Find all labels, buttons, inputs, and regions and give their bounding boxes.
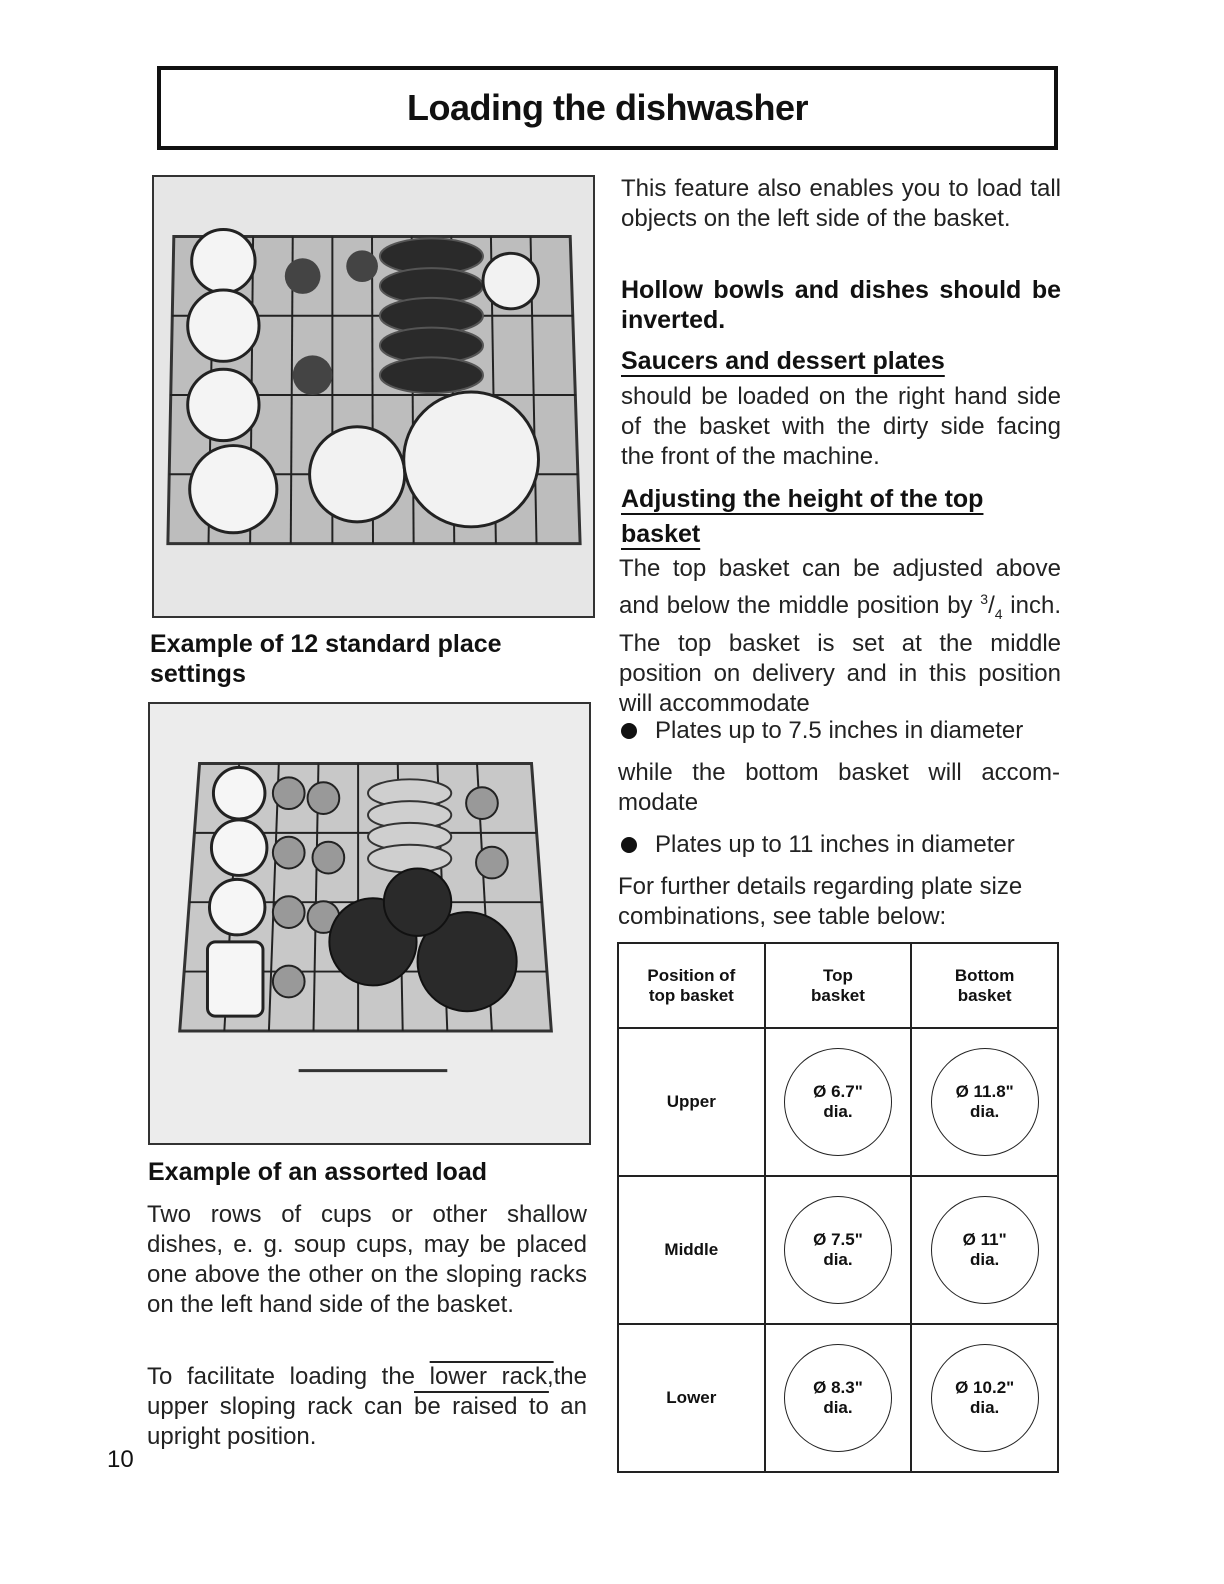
heading-saucers: Saucers and dessert plates — [621, 347, 945, 375]
header-top-line-2: basket — [811, 985, 865, 1005]
plate-circle-icon — [931, 1196, 1039, 1304]
plate-circle-icon — [784, 1344, 892, 1452]
header-position-line-2: top basket — [648, 985, 734, 1005]
saucers-paragraph: should be loaded on the right hand side of the basket with the dirty side facing the front of the machine. — [621, 383, 1061, 470]
header-top-basket — [765, 943, 912, 1028]
heading-adjusting-line-2: basket — [621, 520, 701, 548]
plate-circle-icon — [784, 1196, 892, 1304]
bold-note: Hollow bowls and dishes should be inverted. — [621, 276, 1061, 334]
caption-assorted-load: Example of an assorted load — [148, 1158, 487, 1186]
row-position-label: Middle — [618, 1176, 765, 1324]
plate-unit: dia. — [823, 1102, 853, 1121]
adjusting-paragraph: The top basket can be adjusted above and below the middle position by $^3/_4$ inch. The top basket is set at the middle position on delivery and in this position will accommodate — [619, 555, 1061, 717]
bullet-dot-icon — [621, 837, 637, 853]
heading-adjusting-line-1: Adjusting the height of the top — [621, 485, 984, 513]
plate-unit: dia. — [970, 1398, 1000, 1417]
header-position-line-1: Position of — [647, 965, 736, 985]
lower-rack-text: lower rack, — [429, 1363, 554, 1390]
adjusting-paragraph-part-a: The top basket can be adjusted above and below the middle position by — [619, 555, 1061, 619]
fraction-numerator: 3 — [980, 591, 989, 607]
header-top-line-1: Top — [823, 965, 853, 985]
adjusting-paragraph-part-b: inch. The top basket is set at the middle position on delivery and in this position will accommodate — [619, 592, 1061, 717]
header-position — [618, 943, 765, 1028]
caption-1-line-1: Example of 12 standard place — [150, 630, 502, 658]
plate-unit: dia. — [970, 1102, 1000, 1121]
header-bottom-line-1: Bottom — [954, 965, 1015, 985]
top-plate-cell — [765, 1176, 912, 1324]
top-plate-cell — [765, 1324, 912, 1472]
page-number: 10 — [107, 1446, 134, 1473]
plate-diameter: Ø 7.5" — [813, 1230, 863, 1249]
plate-diameter: Ø 11.8" — [955, 1082, 1014, 1101]
bottom-basket-paragraph: while the bottom basket will accom-modate — [618, 759, 1060, 816]
left-paragraph-2-part-b: the upper sloping rack can — [147, 1363, 587, 1420]
left-paragraph-2 — [147, 1362, 587, 1452]
plate-diameter: Ø 11" — [962, 1230, 1007, 1249]
plate-diameter: Ø 10.2" — [955, 1378, 1015, 1397]
table-row — [618, 1028, 1058, 1176]
page-title: Loading the dishwasher — [406, 87, 809, 128]
table-intro-paragraph: For further details regarding plate size combinations, see table below: — [618, 873, 1023, 930]
plate-diameter: Ø 6.7" — [813, 1082, 863, 1101]
bullet-bottom-plates — [621, 830, 1015, 860]
left-paragraph-2-part-a: To facilitate loading the — [147, 1363, 430, 1390]
row-position-label: Upper — [618, 1028, 765, 1176]
bottom-plate-cell — [911, 1324, 1058, 1472]
bullet-bottom-plates-text: Plates up to 11 inches in diameter — [655, 831, 1015, 858]
table-header-row — [618, 943, 1058, 1028]
bullet-dot-icon — [621, 723, 637, 739]
plate-circle-icon — [931, 1344, 1039, 1452]
row-position-label: Lower — [618, 1324, 765, 1472]
bottom-plate-cell — [911, 1028, 1058, 1176]
rack-illustration-1 — [154, 177, 593, 616]
table-row — [618, 1176, 1058, 1324]
bullet-top-plates — [621, 716, 1023, 746]
caption-1-line-2: settings — [150, 660, 246, 688]
plate-circle-icon — [784, 1048, 892, 1156]
bullet-top-plates-text: Plates up to 7.5 inches in diameter — [655, 717, 1024, 744]
left-paragraph-2-part-c: an upright position. — [147, 1393, 587, 1450]
table-row — [618, 1324, 1058, 1472]
photo-assorted-load — [148, 702, 591, 1145]
plate-unit: dia. — [823, 1398, 853, 1417]
plate-circle-icon — [931, 1048, 1039, 1156]
plate-unit: dia. — [823, 1250, 853, 1269]
header-bottom-basket — [911, 943, 1058, 1028]
header-bottom-line-2: basket — [957, 985, 1012, 1005]
top-plate-cell — [765, 1028, 912, 1176]
rack-illustration-2 — [150, 704, 589, 1143]
raised-to-text: be raised to — [414, 1393, 549, 1420]
plate-diameter: Ø 8.3" — [813, 1378, 863, 1397]
intro-paragraph: This feature also enables you to load tall objects on the left side of the basket. — [621, 175, 1061, 232]
left-paragraph-1: Two rows of cups or other shallow dishes, e. g. soup cups, may be placed one above the other on the sloping racks on the left hand side of the basket. — [147, 1201, 587, 1318]
bottom-plate-cell — [911, 1176, 1058, 1324]
plate-unit: dia. — [970, 1250, 1000, 1269]
fraction-denominator: 4 — [994, 605, 1003, 622]
photo-standard-place-settings — [152, 175, 595, 618]
title-box — [157, 66, 1058, 150]
plate-size-table — [617, 942, 1059, 1473]
